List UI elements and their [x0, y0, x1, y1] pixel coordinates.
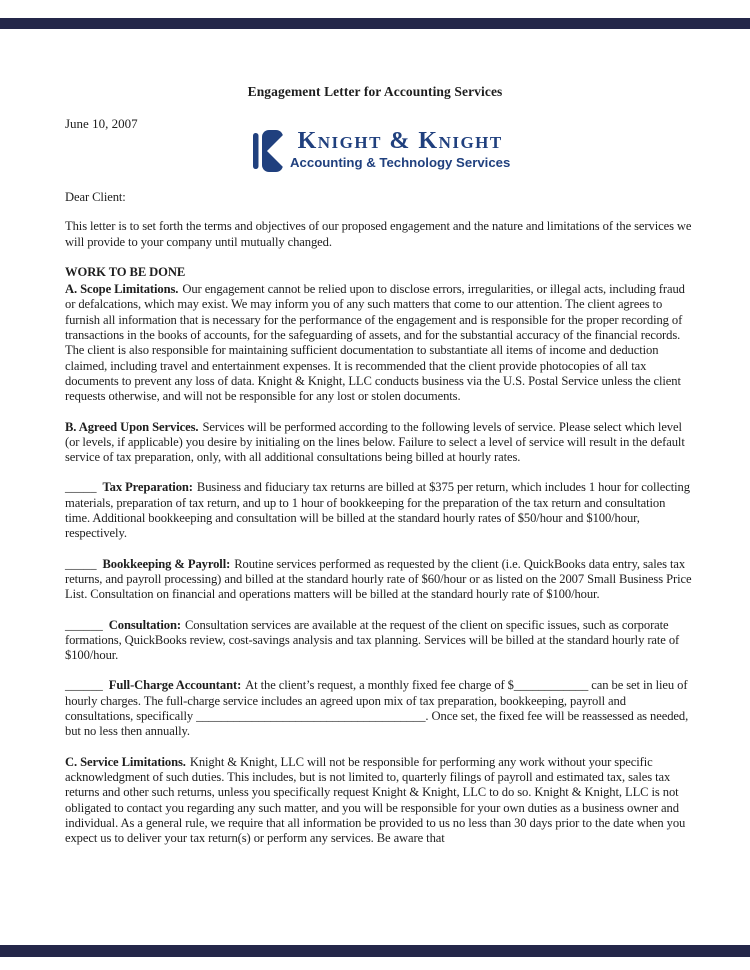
agreed-services-paragraph — [65, 420, 693, 466]
salutation: Dear Client: — [65, 190, 126, 204]
service-name: Bookkeeping & Payroll: — [102, 556, 231, 571]
service-description: Routine services performed as requested by the client (i.e. QuickBooks data entry, sales tax returns, and payroll processing) and billed at the standard hourly rate of $60/hour or as listed on the 2007 Small Business Price List. Consultation on financial and operations matters will be billed at the standard hourly rate of $100/hour. — [65, 556, 692, 602]
service-limitations-text: Knight & Knight, LLC will not be responsible for performing any work without your specific acknowledgment of such duties. This includes, but is not limited to, quarterly filings of payroll and estimated tax, sales tax returns and other such returns, unless you specifically request Knight & Knight, LLC to do so. Knight & Knight, LLC is not obligated to contact you regarding any such matter, and you will be responsible for your own duties as a business owner and individual. As a general rule, we require that all information be provided to us no less than 30 days prior to the date when you expect us to deliver your tax return(s) or perform any services. Be aware that — [65, 754, 686, 846]
letter-body — [65, 190, 693, 861]
company-logo — [253, 128, 510, 177]
document-title: Engagement Letter for Accounting Services — [247, 84, 503, 99]
initial-blank-line: ______ — [65, 617, 103, 632]
top-rule-bar — [0, 18, 750, 29]
initial-blank-line: _____ — [65, 480, 97, 495]
service-name: Full-Charge Accountant: — [108, 678, 242, 693]
service-option-tax-preparation — [65, 480, 693, 541]
service-description: Business and fiduciary tax returns are billed at $375 per return, which includes 1 hour for collecting materials, preparation of tax return, and up to 1 hour of bookkeeping for the preparation of the tax return and consultation time. Additional bookkeeping and consultation will be billed at the standard hourly rates of $50/hour and $100/hour, respectively. — [65, 480, 690, 541]
service-name: Tax Preparation: — [102, 480, 193, 495]
initial-blank-line: ______ — [65, 678, 103, 693]
service-option-bookkeeping-payroll — [65, 557, 693, 603]
document-date: June 10, 2007 — [65, 116, 138, 131]
service-limitations-paragraph — [65, 755, 693, 847]
company-name: Knight & Knight — [297, 128, 503, 154]
knight-k-icon — [253, 130, 283, 177]
agreed-services-lead: B. Agreed Upon Services. — [65, 419, 199, 434]
service-description: Consultation services are available at the request of the client on specific issues, such as corporate formations, QuickBooks review, cost-savings analysis and tax planning. Services will be billed at the standard hourly rate of $100/hour. — [65, 617, 680, 663]
scope-limitations-lead: A. Scope Limitations. — [65, 282, 179, 297]
service-limitations-lead: C. Service Limitations. — [65, 754, 186, 769]
service-option-consultation — [65, 618, 693, 664]
scope-limitations-text: Our engagement cannot be relied upon to disclose errors, irregularities, or illegal acts, including fraud or defalcations, which may exist. We may inform you of any such matters that come to our attention. The client agrees to furnish all information that is necessary for the performance of the engagement and is responsible for the proper recording of transactions in the books of accounts, for the safeguarding of assets, and for the substantial accuracy of the financial records. The client is also responsible for maintaining sufficient documentation to substantiate all items of income and deduction claimed, including travel and entertainment expenses. It is recommended that the client provide photocopies of all tax documents to prevent any loss of data. Knight & Knight, LLC conducts business via the U.S. Postal Service unless the client requests otherwise, and will not be responsible for any lost or stolen documents. — [65, 282, 685, 404]
agreed-services-text: Services will be performed according to the following levels of service. Please select which level (or levels, if applicable) you desire by initialing on the lines below. Failure to select a level of service will result in the default service of tax preparation, only, with all additional consultations being billed at hourly rates. — [65, 419, 685, 465]
service-option-full-charge-accountant — [65, 678, 693, 739]
company-tagline: Accounting & Technology Services — [290, 155, 511, 170]
scope-limitations-paragraph — [65, 282, 693, 404]
service-name: Consultation: — [108, 617, 181, 632]
initial-blank-line: _____ — [65, 556, 97, 571]
work-to-be-done-heading: WORK TO BE DONE — [65, 264, 186, 279]
service-description: At the client’s request, a monthly fixed fee charge of $____________ can be set in lieu of hourly charges. The full-charge service includes an agreed upon mix of tax preparation, bookkeeping, payroll and consultations, specifically _____________________________________. Once set, the fixed fee will be reassessed as needed, but no less then annually. — [65, 678, 689, 739]
intro-paragraph: This letter is to set forth the terms and objectives of our proposed engagement and the nature and limitations of the services we will provide to your company until mutually changed. — [65, 219, 692, 249]
bottom-rule-bar — [0, 945, 750, 957]
